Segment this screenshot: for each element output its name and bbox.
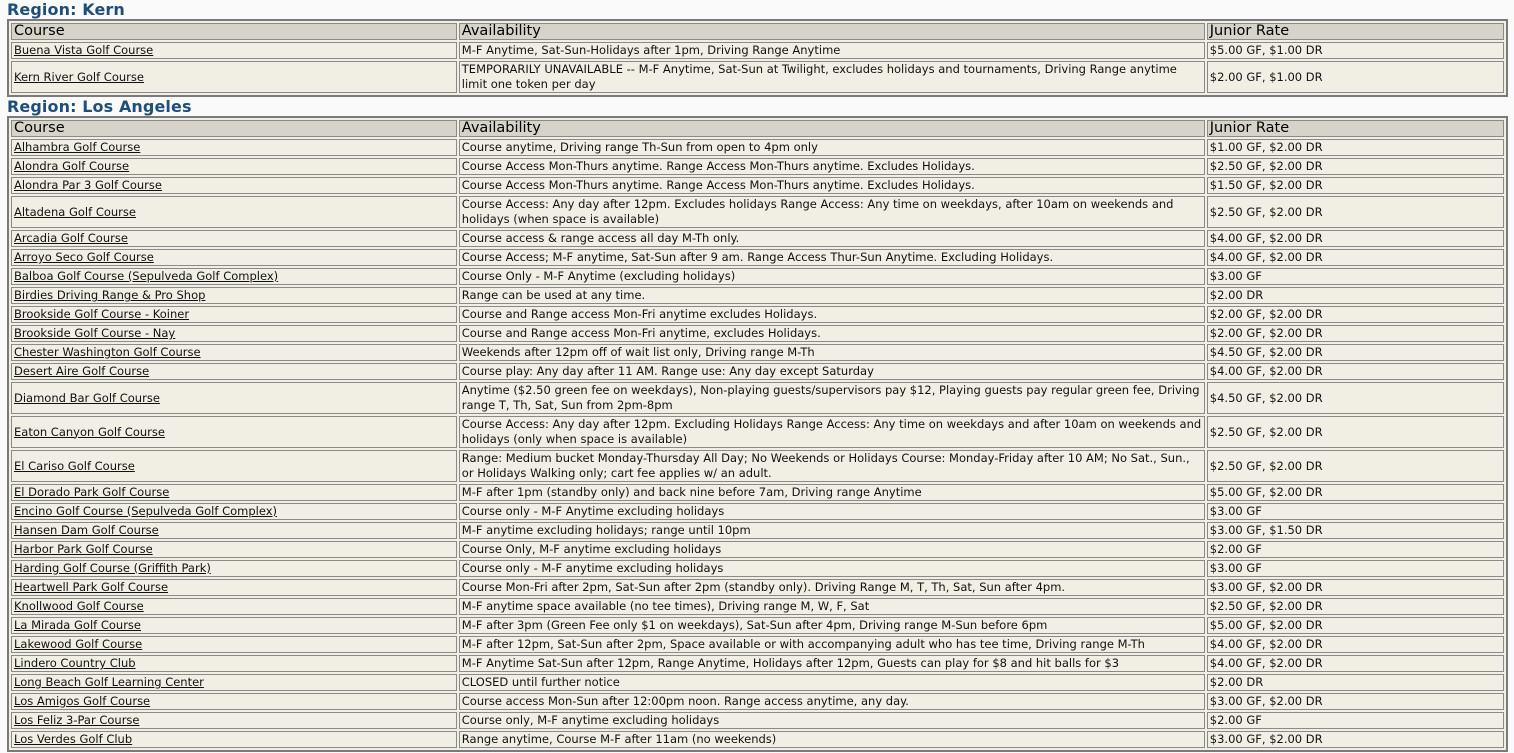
- course-link[interactable]: La Mirada Golf Course: [14, 618, 141, 632]
- junior-rate-cell: $2.00 GF, $2.00 DR: [1207, 306, 1504, 323]
- availability-cell: Course only - M-F anytime excluding holidays: [459, 560, 1205, 577]
- availability-cell: Course only, M-F anytime excluding holidays: [459, 712, 1205, 729]
- availability-cell: Range anytime, Course M-F after 11am (no weekends): [459, 731, 1205, 748]
- course-link[interactable]: Arroyo Seco Golf Course: [14, 250, 154, 264]
- course-link[interactable]: Birdies Driving Range & Pro Shop: [14, 288, 206, 302]
- course-link[interactable]: Hansen Dam Golf Course: [14, 523, 159, 537]
- course-cell: [11, 61, 457, 93]
- course-link[interactable]: Long Beach Golf Learning Center: [14, 675, 204, 689]
- table-row: [11, 416, 1504, 448]
- course-cell: [11, 598, 457, 615]
- junior-rate-cell: $3.00 GF, $2.00 DR: [1207, 579, 1504, 596]
- course-cell: [11, 693, 457, 710]
- junior-rate-cell: $2.00 GF: [1207, 712, 1504, 729]
- table-row: [11, 61, 1504, 93]
- junior-rate-cell: $2.00 DR: [1207, 287, 1504, 304]
- course-cell: [11, 42, 457, 59]
- table-row: [11, 598, 1504, 615]
- junior-rate-cell: $2.50 GF, $2.00 DR: [1207, 416, 1504, 448]
- table-row: [11, 693, 1504, 710]
- course-cell: [11, 522, 457, 539]
- junior-rate-cell: $5.00 GF, $1.00 DR: [1207, 42, 1504, 59]
- course-link[interactable]: Buena Vista Golf Course: [14, 43, 154, 57]
- column-header-course: Course: [11, 23, 457, 40]
- course-cell: [11, 617, 457, 634]
- table-row: [11, 158, 1504, 175]
- course-cell: [11, 287, 457, 304]
- table-row: [11, 450, 1504, 482]
- table-row: [11, 579, 1504, 596]
- table-row: [11, 636, 1504, 653]
- table-header-row: [11, 120, 1504, 137]
- table-row: [11, 363, 1504, 380]
- availability-cell: Weekends after 12pm off of wait list only, Driving range M-Th: [459, 344, 1205, 361]
- availability-cell: M-F after 3pm (Green Fee only $1 on weekdays), Sat-Sun after 4pm, Driving range M-Sun before 6pm: [459, 617, 1205, 634]
- course-cell: [11, 196, 457, 228]
- course-cell: [11, 712, 457, 729]
- table-row: [11, 731, 1504, 748]
- course-cell: [11, 158, 457, 175]
- junior-rate-cell: $4.00 GF, $2.00 DR: [1207, 230, 1504, 247]
- table-row: [11, 249, 1504, 266]
- junior-rate-cell: $3.00 GF, $2.00 DR: [1207, 693, 1504, 710]
- junior-rate-cell: $4.50 GF, $2.00 DR: [1207, 344, 1504, 361]
- course-link[interactable]: Los Verdes Golf Club: [14, 732, 133, 746]
- course-link[interactable]: Alondra Golf Course: [14, 159, 130, 173]
- availability-cell: M-F anytime excluding holidays; range until 10pm: [459, 522, 1205, 539]
- course-link[interactable]: Lindero Country Club: [14, 656, 136, 670]
- column-header-junior-rate: Junior Rate: [1207, 23, 1504, 40]
- course-cell: [11, 382, 457, 414]
- table-row: [11, 268, 1504, 285]
- junior-rate-cell: $3.00 GF, $2.00 DR: [1207, 731, 1504, 748]
- table-row: [11, 177, 1504, 194]
- availability-cell: Course play: Any day after 11 AM. Range use: Any day except Saturday: [459, 363, 1205, 380]
- junior-rate-cell: $5.00 GF, $2.00 DR: [1207, 617, 1504, 634]
- region-heading-los-angeles: Region: Los Angeles: [7, 97, 192, 116]
- course-link[interactable]: Los Amigos Golf Course: [14, 694, 151, 708]
- table-row: [11, 306, 1504, 323]
- availability-cell: Range can be used at any time.: [459, 287, 1205, 304]
- course-link[interactable]: Alondra Par 3 Golf Course: [14, 178, 162, 192]
- course-link[interactable]: Eaton Canyon Golf Course: [14, 424, 165, 439]
- availability-cell: M-F anytime space available (no tee times), Driving range M, W, F, Sat: [459, 598, 1205, 615]
- column-header-junior-rate: Junior Rate: [1207, 120, 1504, 137]
- course-cell: [11, 731, 457, 748]
- course-cell: [11, 230, 457, 247]
- junior-rate-cell: $4.50 GF, $2.00 DR: [1207, 382, 1504, 414]
- course-cell: [11, 344, 457, 361]
- junior-rate-cell: $2.50 GF, $2.00 DR: [1207, 196, 1504, 228]
- course-cell: [11, 674, 457, 691]
- course-link[interactable]: Harbor Park Golf Course: [14, 542, 153, 556]
- column-header-availability: Availability: [459, 120, 1205, 137]
- junior-rate-cell: $4.00 GF, $2.00 DR: [1207, 636, 1504, 653]
- table-row: [11, 382, 1504, 414]
- availability-cell: Course Access Mon-Thurs anytime. Range Access Mon-Thurs anytime. Excludes Holidays.: [459, 158, 1205, 175]
- availability-cell: Course access & range access all day M-Th only.: [459, 230, 1205, 247]
- table-row: [11, 617, 1504, 634]
- availability-cell: Course and Range access Mon-Fri anytime, excludes Holidays.: [459, 325, 1205, 342]
- course-link[interactable]: Knollwood Golf Course: [14, 599, 144, 613]
- column-header-availability: Availability: [459, 23, 1205, 40]
- table-row: [11, 287, 1504, 304]
- junior-rate-cell: $3.00 GF, $1.50 DR: [1207, 522, 1504, 539]
- table-row: [11, 560, 1504, 577]
- availability-cell: Course Only, M-F anytime excluding holidays: [459, 541, 1205, 558]
- availability-cell: Course Only - M-F Anytime (excluding holidays): [459, 268, 1205, 285]
- table-row: [11, 712, 1504, 729]
- kern-courses-table: [7, 19, 1508, 97]
- availability-cell: Course Mon-Fri after 2pm, Sat-Sun after 2pm (standby only). Driving Range M, T, Th, Sat, Sun after 4pm.: [459, 579, 1205, 596]
- table-row: [11, 344, 1504, 361]
- course-link[interactable]: Altadena Golf Course: [14, 204, 136, 219]
- course-cell: [11, 363, 457, 380]
- los-angeles-courses-table: [7, 116, 1508, 752]
- availability-cell: TEMPORARILY UNAVAILABLE -- M-F Anytime, Sat-Sun at Twilight, excludes holidays and tournaments, Driving Range anytime limit one token per day: [459, 61, 1205, 93]
- course-cell: [11, 655, 457, 672]
- junior-rate-cell: $3.00 GF: [1207, 560, 1504, 577]
- availability-cell: M-F Anytime Sat-Sun after 12pm, Range Anytime, Holidays after 12pm, Guests can play for $8 and hit balls for $3: [459, 655, 1205, 672]
- course-link[interactable]: Brookside Golf Course - Nay: [14, 326, 176, 340]
- course-link[interactable]: El Cariso Golf Course: [14, 458, 135, 473]
- availability-cell: Course access Mon-Sun after 12:00pm noon. Range access anytime, any day.: [459, 693, 1205, 710]
- availability-cell: CLOSED until further notice: [459, 674, 1205, 691]
- availability-cell: M-F after 12pm, Sat-Sun after 2pm, Space available or with accompanying adult who has tee time, Driving range M-Th: [459, 636, 1205, 653]
- course-cell: [11, 450, 457, 482]
- course-cell: [11, 560, 457, 577]
- course-link[interactable]: Kern River Golf Course: [14, 69, 144, 84]
- course-cell: [11, 249, 457, 266]
- course-link[interactable]: Heartwell Park Golf Course: [14, 580, 169, 594]
- course-cell: [11, 268, 457, 285]
- availability-cell: Course and Range access Mon-Fri anytime excludes Holidays.: [459, 306, 1205, 323]
- table-row: [11, 541, 1504, 558]
- table-row: [11, 503, 1504, 520]
- course-link[interactable]: Chester Washington Golf Course: [14, 345, 201, 359]
- course-cell: [11, 416, 457, 448]
- table-row: [11, 674, 1504, 691]
- kern-table-body: [11, 42, 1504, 93]
- availability-cell: Course Access: Any day after 12pm. Excluding Holidays Range Access: Any time on weekdays and after 10am on weekends and holidays (only when space is available): [459, 416, 1205, 448]
- region-heading-kern: Region: Kern: [7, 0, 125, 19]
- junior-rate-cell: $2.50 GF, $2.00 DR: [1207, 598, 1504, 615]
- table-header-row: [11, 23, 1504, 40]
- junior-rate-cell: $2.50 GF, $2.00 DR: [1207, 450, 1504, 482]
- course-link[interactable]: Harding Golf Course (Griffith Park): [14, 561, 211, 575]
- course-cell: [11, 177, 457, 194]
- availability-cell: Course Access: Any day after 12pm. Excludes holidays Range Access: Any time on weekdays, after 10am on weekends and holidays (when space is available): [459, 196, 1205, 228]
- availability-cell: M-F Anytime, Sat-Sun-Holidays after 1pm, Driving Range Anytime: [459, 42, 1205, 59]
- table-row: [11, 230, 1504, 247]
- junior-rate-cell: $1.50 GF, $2.00 DR: [1207, 177, 1504, 194]
- table-row: [11, 42, 1504, 59]
- table-row: [11, 655, 1504, 672]
- course-cell: [11, 139, 457, 156]
- availability-cell: Course only - M-F Anytime excluding holidays: [459, 503, 1205, 520]
- course-link[interactable]: Desert Aire Golf Course: [14, 364, 150, 378]
- course-link[interactable]: El Dorado Park Golf Course: [14, 485, 170, 499]
- table-row: [11, 522, 1504, 539]
- column-header-course: Course: [11, 120, 457, 137]
- availability-cell: Anytime ($2.50 green fee on weekdays), Non-playing guests/supervisors pay $12, Playing guests pay regular green fee, Driving range T, Th, Sat, Sun from 2pm-8pm: [459, 382, 1205, 414]
- course-link[interactable]: Alhambra Golf Course: [14, 140, 141, 154]
- table-row: [11, 325, 1504, 342]
- junior-rate-cell: $2.00 GF, $2.00 DR: [1207, 325, 1504, 342]
- course-cell: [11, 306, 457, 323]
- course-link[interactable]: Diamond Bar Golf Course: [14, 390, 160, 405]
- course-cell: [11, 325, 457, 342]
- availability-cell: Course anytime, Driving range Th-Sun from open to 4pm only: [459, 139, 1205, 156]
- course-link[interactable]: Encino Golf Course (Sepulveda Golf Complex): [14, 504, 278, 518]
- junior-rate-cell: $5.00 GF, $2.00 DR: [1207, 484, 1504, 501]
- junior-rate-cell: $2.50 GF, $2.00 DR: [1207, 158, 1504, 175]
- course-cell: [11, 579, 457, 596]
- availability-cell: M-F after 1pm (standby only) and back nine before 7am, Driving range Anytime: [459, 484, 1205, 501]
- los-angeles-table-body: [11, 139, 1504, 748]
- course-cell: [11, 484, 457, 501]
- junior-rate-cell: $2.00 GF: [1207, 541, 1504, 558]
- availability-cell: Course Access; M-F anytime, Sat-Sun after 9 am. Range Access Thur-Sun Anytime. Excluding Holidays.: [459, 249, 1205, 266]
- table-row: [11, 139, 1504, 156]
- course-link[interactable]: Arcadia Golf Course: [14, 231, 128, 245]
- availability-cell: Course Access Mon-Thurs anytime. Range Access Mon-Thurs anytime. Excludes Holidays.: [459, 177, 1205, 194]
- junior-rate-cell: $2.00 DR: [1207, 674, 1504, 691]
- junior-rate-cell: $4.00 GF, $2.00 DR: [1207, 655, 1504, 672]
- junior-rate-cell: $2.00 GF, $1.00 DR: [1207, 61, 1504, 93]
- course-cell: [11, 636, 457, 653]
- table-row: [11, 196, 1504, 228]
- course-link[interactable]: Los Feliz 3-Par Course: [14, 713, 140, 727]
- availability-cell: Range: Medium bucket Monday-Thursday All Day; No Weekends or Holidays Course: Monday-Friday after 10 AM; No Sat., Sun., or Holidays Walking only; cart fee applies w/ an adult.: [459, 450, 1205, 482]
- course-cell: [11, 541, 457, 558]
- course-link[interactable]: Brookside Golf Course - Koiner: [14, 307, 190, 321]
- course-cell: [11, 503, 457, 520]
- junior-rate-cell: $3.00 GF: [1207, 268, 1504, 285]
- junior-rate-cell: $4.00 GF, $2.00 DR: [1207, 249, 1504, 266]
- table-row: [11, 484, 1504, 501]
- course-link[interactable]: Lakewood Golf Course: [14, 637, 143, 651]
- junior-rate-cell: $3.00 GF: [1207, 503, 1504, 520]
- junior-rate-cell: $1.00 GF, $2.00 DR: [1207, 139, 1504, 156]
- course-link[interactable]: Balboa Golf Course (Sepulveda Golf Complex): [14, 269, 279, 283]
- junior-rate-cell: $4.00 GF, $2.00 DR: [1207, 363, 1504, 380]
